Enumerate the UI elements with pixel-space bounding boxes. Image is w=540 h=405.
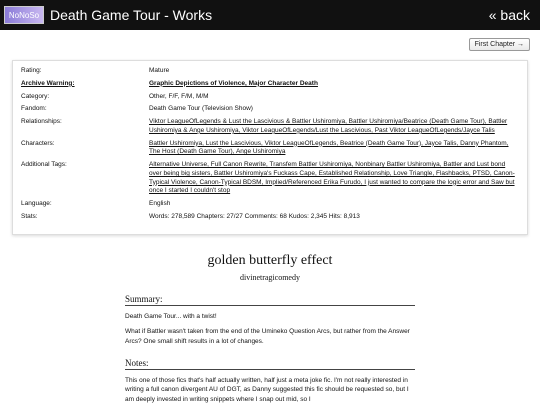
meta-category (21, 93, 519, 102)
meta-characters (21, 140, 519, 158)
work-author[interactable]: divinetragicomedy (240, 272, 300, 282)
summary-text: Death Game Tour... with a twist! (125, 312, 217, 320)
relationship-links[interactable]: Viktor LeagueOfLegends & Lust the Lascivious & Battler Ushiromiya, Battler Ushiromiya/Beatrice (Death Game Tour), Battler Ushiromiya & Ange Ushiromiya, Viktor LeagueOfLegends/Lust the Lascivious, Past Viktor LeagueOfLegends/Jayce Talis (149, 118, 508, 134)
meta-label: Stats: (21, 212, 38, 220)
meta-stats (21, 213, 519, 222)
toolbar (0, 30, 540, 54)
notes-heading: Notes: (125, 358, 415, 370)
meta-value: Mature (149, 67, 170, 74)
meta-label: Characters: (21, 139, 55, 147)
meta-label: Fandom: (21, 105, 47, 113)
meta-value: Death Game Tour (Television Show) (149, 105, 253, 113)
page-title: Death Game Tour - Works (50, 7, 213, 23)
meta-label: Archive Warning: (21, 79, 75, 87)
work-body (125, 235, 415, 405)
top-bar (0, 0, 540, 30)
character-links[interactable]: Battler Ushiromiya, Lust the Lascivious, Viktor LeagueOfLegends, Beatrice (Death Game Tour), Jayce Talis, Danny Phantom, The Host (Death Game Tour), Ange Ushiromiya (149, 139, 509, 156)
meta-fandom (21, 105, 519, 114)
meta-value: English (149, 200, 171, 208)
meta-value: Other, F/F, F/M, M/M (149, 92, 209, 100)
meta-tags (21, 161, 519, 196)
meta-warning (21, 80, 519, 89)
meta-label: Category: (21, 92, 50, 100)
work-title: golden butterfly effect (207, 252, 333, 268)
meta-label: Language: (21, 200, 52, 208)
site-logo[interactable]: NoNoSo (4, 6, 44, 24)
meta-label: Additional Tags: (21, 161, 67, 169)
work-meta (12, 60, 528, 235)
notes-text: This one of those fics that's half actually written, half just a meta joke fic. I'm not really interested in writing a full canon divergent AU of DGT, as Danny suggested this fic should be requested so, but I am deeply invested in writing snippets where I snap out mid, so I (125, 376, 409, 403)
first-chapter-button[interactable]: First Chapter → (469, 38, 530, 51)
meta-label: Relationships: (21, 118, 62, 126)
meta-rating (21, 67, 519, 76)
meta-value: Words: 278,589 Chapters: 27/27 Comments: 68 Kudos: 2,345 Hits: 8,913 (149, 212, 360, 220)
tag-links[interactable]: Alternative Universe, Full Canon Rewrite, Transfem Battler Ushiromiya, Nonbinary Battler Ushiromiya, Battler and Lust bond over being big sisters, Battler Ushiromiya's Fuckass Cape, Established Relationship, Love Triangle, Flashbacks, PTSD, Canon-Typical Violence, Canon-Typical BDSM, Implied/Referenced Erika Furudo, I just wanted to compare the logic error and Saw but once I started I couldn't stop (149, 161, 515, 195)
back-link[interactable]: « back (488, 7, 530, 23)
meta-relationships (21, 118, 519, 136)
meta-value[interactable]: Graphic Depictions of Violence, Major Character Death (149, 79, 318, 87)
summary-text: What if Battler wasn't taken from the end of the Umineko Question Arcs, but rather from the Answer Arcs? One small shift results in a lot of changes. (125, 328, 410, 345)
meta-language (21, 200, 519, 209)
brand (4, 6, 212, 24)
meta-label: Rating: (21, 67, 42, 74)
summary-heading: Summary: (125, 294, 415, 306)
